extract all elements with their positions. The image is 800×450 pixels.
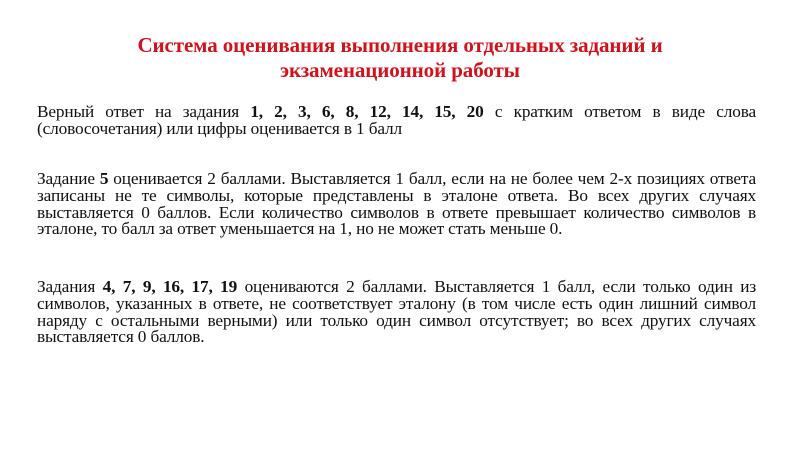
paragraph-task-5 <box>37 171 756 238</box>
slide-title <box>60 33 740 83</box>
paragraph-text: оцениваются 2 баллами. Выставляется 1 балл, если только один из символов, указанных в ответе, не соответствует эталону (в том числе есть один лишний символ наряду с остальными верными) или только один символ отсутствует; во всех других случаях выставляется 0 баллов. <box>37 277 757 347</box>
slide-title-line-1: Система оценивания выполнения отдельных заданий и <box>137 33 663 57</box>
task-numbers: 1, 2, 3, 6, 8, 12, 14, 15, 20 <box>250 102 484 121</box>
task-numbers: 5 <box>99 169 109 188</box>
paragraph-two-point-tasks <box>37 279 756 346</box>
task-numbers: 4, 7, 9, 16, 17, 19 <box>102 277 238 296</box>
paragraph-text: Задания <box>37 277 103 296</box>
slide-title-line-2: экзаменационной работы <box>280 58 520 82</box>
paragraph-text: с кратким ответом в виде слова (словосочетания) или цифры оценивается в 1 балл <box>37 102 756 138</box>
paragraph-short-answer-tasks <box>37 104 756 138</box>
paragraph-text: Верный ответ на задания <box>37 102 251 121</box>
paragraph-text: оценивается 2 баллами. Выставляется 1 балл, если на не более чем 2-х позициях ответа записаны не те символы, которые представлены в эталоне ответа. Во всех других случаях выставляется 0 баллов. Если количество символов в ответе превышает количество символов в эталоне, то балл за ответ уменьшается на 1, но не может стать меньше 0. <box>37 169 757 239</box>
paragraph-text: Задание <box>37 169 100 188</box>
